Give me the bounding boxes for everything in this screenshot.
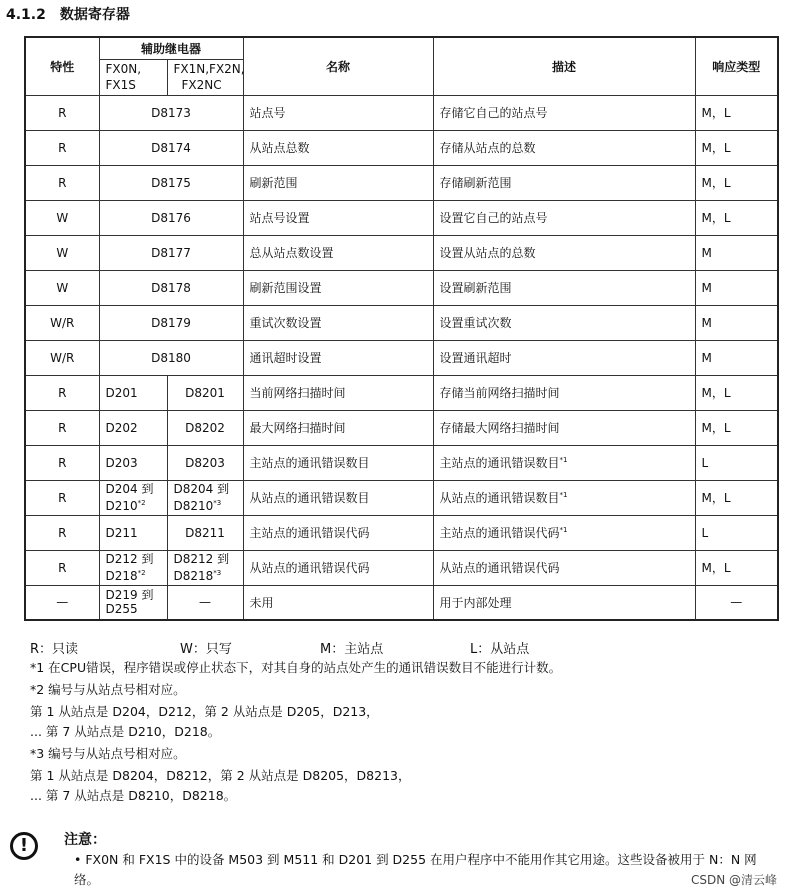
table-row: R D203 D8203 主站点的通讯错误数目 主站点的通讯错误数目$^{*1}$ L (25, 445, 778, 480)
table-row: W/R D8179 重试次数设置 设置重试次数 M (25, 305, 778, 340)
table-row: R D202 D8202 最大网络扫描时间 存储最大网络扫描时间 M，L (25, 410, 778, 445)
legend-r: R：只读 (30, 642, 79, 657)
footnote-1: *1 在CPU错误，程序错误或停止状态下，对其自身的站点处产生的通讯错误数目不能进行计数。 (30, 660, 562, 675)
table-row: W D8178 刷新范围设置 设置刷新范围 M (25, 270, 778, 305)
footnote-2-line-a: 第 1 从站点是 D204，D212，第 2 从站点是 D205，D213， (30, 704, 379, 719)
footnote-3-line-a: 第 1 从站点是 D8204，D8212，第 2 从站点是 D8205，D8213， (30, 768, 411, 783)
exclamation-icon: ! (10, 832, 38, 860)
table-row: R D8175 刷新范围 存储刷新范围 M，L (25, 165, 778, 200)
table-row: R D8174 从站点总数 存储从站点的总数 M，L (25, 130, 778, 165)
legend (30, 638, 529, 657)
footnote-2: *2 编号与从站点号相对应。 (30, 682, 186, 697)
footnote-2-line-b: ... 第 7 从站点是 D210，D218。 (30, 724, 221, 739)
section-number: 4.1.2 (6, 7, 46, 23)
table-row: R D204 到 D210$^{*2}$ D8204 到 D8210$^{*3}$ 从站点的通讯错误数目 从站点的通讯错误数目$^{*1}$ M，L (25, 480, 778, 515)
legend-l: L：从站点 (470, 642, 530, 657)
legend-w: W：只写 (180, 642, 232, 657)
table-row: R D201 D8201 当前网络扫描时间 存储当前网络扫描时间 M，L (25, 375, 778, 410)
table-row: — D219 到 D255 — 未用 用于内部处理 — (25, 585, 778, 620)
header-aux: 辅助继电器 (99, 37, 243, 59)
footnote-3: *3 编号与从站点号相对应。 (30, 746, 186, 761)
header-desc: 描述 (433, 37, 695, 95)
section-title (6, 4, 130, 24)
attention-title: 注意： (64, 832, 106, 848)
legend-m: M：主站点 (320, 642, 384, 657)
footnote-3-line-b: ... 第 7 从站点是 D8210，D8218。 (30, 788, 237, 803)
header-attr: 特性 (25, 37, 99, 95)
header-resp: 响应类型 (695, 37, 778, 95)
table-row: W D8176 站点号设置 设置它自己的站点号 M，L (25, 200, 778, 235)
header-fx1n: FX1N,FX2N, FX2NC (167, 59, 243, 95)
header-name: 名称 (243, 37, 433, 95)
table-row: R D211 D8211 主站点的通讯错误代码 主站点的通讯错误代码$^{*1}$ L (25, 515, 778, 550)
attention-body: • FX0N 和 FX1S 中的设备 M503 到 M511 和 D201 到 D255 在用户程序中不能用作其它用途。这些设备被用于 N：N 网络。 (74, 852, 757, 887)
header-fx0n: FX0N, FX1S (99, 59, 167, 95)
watermark: CSDN @清云峰 (690, 873, 777, 887)
section-heading: 数据寄存器 (59, 7, 130, 23)
table-row: W/R D8180 通讯超时设置 设置通讯超时 M (25, 340, 778, 375)
table-row: R D212 到 D218$^{*2}$ D8212 到 D8218$^{*3}$ 从站点的通讯错误代码 从站点的通讯错误代码 M，L (25, 550, 778, 585)
table-row: R D8173 站点号 存储它自己的站点号 M，L (25, 95, 778, 130)
table-row: W D8177 总从站点数设置 设置从站点的总数 M (25, 235, 778, 270)
register-table (24, 36, 779, 621)
